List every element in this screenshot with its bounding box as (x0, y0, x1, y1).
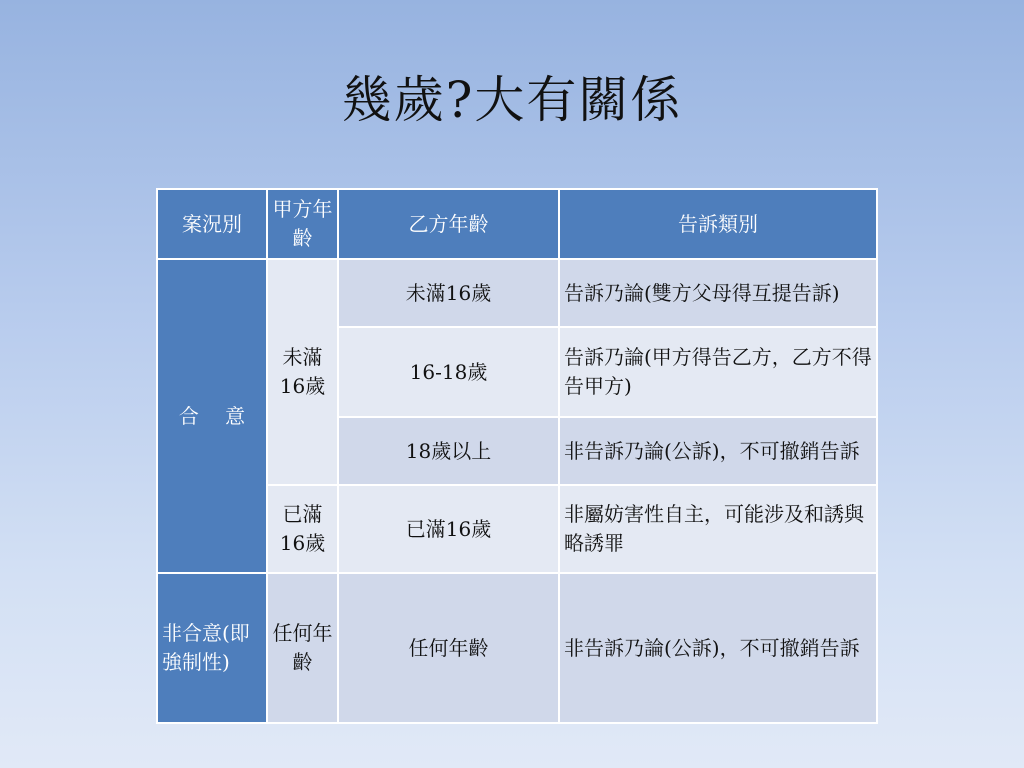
complaint-type-cell: 告訴乃論(甲方得告乙方，乙方不得告甲方) (559, 327, 877, 417)
age-law-table (156, 188, 878, 724)
complaint-type-cell: 非告訴乃論(公訴)，不可撤銷告訴 (559, 573, 877, 723)
header-party-a-age: 甲方年齡 (267, 189, 338, 259)
party-b-age-cell: 未滿16歲 (338, 259, 559, 327)
party-b-age-cell: 18歲以上 (338, 417, 559, 485)
table-row (157, 259, 877, 327)
complaint-type-cell: 非告訴乃論(公訴)，不可撤銷告訴 (559, 417, 877, 485)
header-row (157, 189, 877, 259)
party-a-under16: 未滿16歲 (267, 259, 338, 485)
complaint-type-cell: 告訴乃論(雙方父母得互提告訴) (559, 259, 877, 327)
party-b-age-cell: 16-18歲 (338, 327, 559, 417)
party-a-any: 任何年齡 (267, 573, 338, 723)
party-a-over16: 已滿16歲 (267, 485, 338, 573)
complaint-type-cell: 非屬妨害性自主，可能涉及和誘與略誘罪 (559, 485, 877, 573)
table-row (157, 573, 877, 723)
party-b-age-cell: 已滿16歲 (338, 485, 559, 573)
header-complaint-type: 告訴類別 (559, 189, 877, 259)
header-case-type: 案況別 (157, 189, 267, 259)
party-b-age-cell: 任何年齡 (338, 573, 559, 723)
slide-title: 幾歲?大有關係 (341, 71, 683, 129)
header-party-b-age: 乙方年齡 (338, 189, 559, 259)
group-nonconsent: 非合意(即強制性) (157, 573, 267, 723)
group-consent: 合 意 (157, 259, 267, 573)
